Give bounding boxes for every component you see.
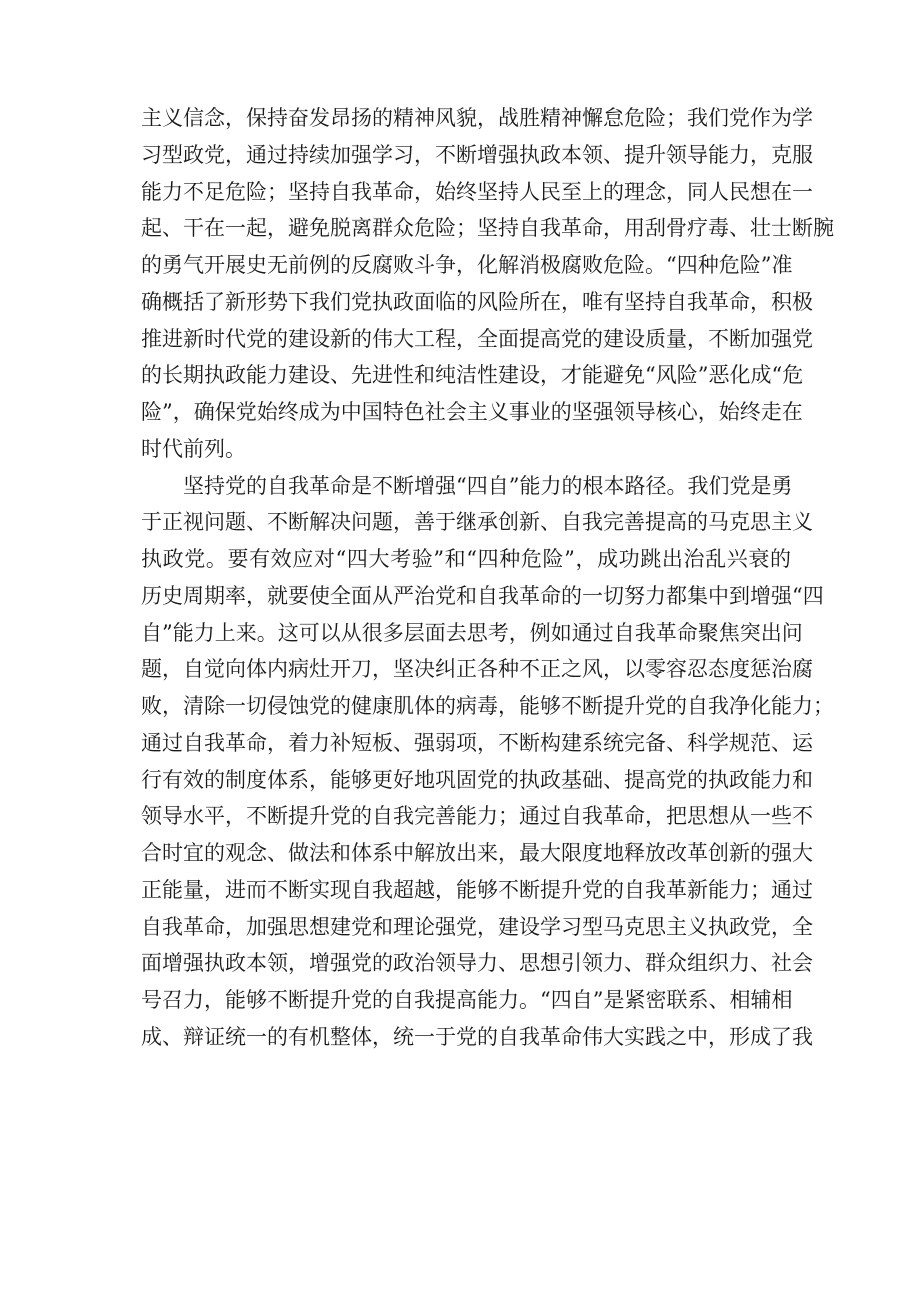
paragraph-2-line-15: 号召力，能够不断提升党的自我提高能力。“四自”是紧密联系、相辅相: [141, 988, 793, 1012]
paragraph-2-line-11: 合时宜的观念、做法和体系中解放出来，最大限度地释放改革创新的强大: [141, 841, 813, 865]
paragraph-2-line-7: 败，清除一切侵蚀党的健康肌体的病毒，能够不断提升党的自我净化能力；: [141, 694, 834, 718]
paragraph-2-line-9: 行有效的制度体系，能够更好地巩固党的执政基础、提高党的执政能力和: [141, 767, 813, 792]
paragraph-2-line-6: 题，自觉向体内病灶开刀，坚决纠正各种不正之风，以零容忍态度惩治腐: [141, 657, 813, 682]
paragraph-2-line-4: 历史周期率，就要使全面从严治党和自我革命的一切努力都集中到增强“四: [141, 583, 824, 608]
paragraph-2-line-14: 面增强执政本领，增强党的政治领导力、思想引领力、群众组织力、社会: [141, 951, 813, 976]
paragraph-2-line-1: 坚持党的自我革命是不断增强“四自”能力的根本路径。我们党是勇: [183, 473, 793, 498]
paragraph-1-line-7: 推进新时代党的建设新的伟大工程，全面提高党的建设质量，不断加强党: [141, 326, 813, 351]
paragraph-1-line-2: 习型政党，通过持续加强学习，不断增强执政本领、提升领导能力，克服: [141, 142, 813, 167]
paragraph-1-line-5: 的勇气开展史无前例的反腐败斗争，化解消极腐败危险。“四种危险”准: [141, 253, 793, 277]
document-body: [141, 100, 834, 1056]
paragraph-2-line-3: 执政党。要有效应对“四大考验”和“四种危险”，成功跳出治乱兴衰的: [141, 547, 791, 571]
paragraph-2-line-8: 通过自我革命，着力补短板、强弱项，不断构建系统完备、科学规范、运: [141, 730, 813, 755]
paragraph-2-line-16: 成、辩证统一的有机整体，统一于党的自我革命伟大实践之中，形成了我: [141, 1024, 813, 1049]
paragraph-1-line-3: 能力不足危险；坚持自我革命，始终坚持人民至上的理念，同人民想在一: [141, 179, 813, 204]
paragraph-2-line-10: 领导水平，不断提升党的自我完善能力；通过自我革命，把思想从一些不: [141, 804, 813, 829]
paragraph-1-line-1: 主义信念，保持奋发昂扬的精神风貌，战胜精神懈怠危险；我们党作为学: [141, 106, 813, 130]
paragraph-2-line-13: 自我革命，加强思想建党和理论强党，建设学习型马克思主义执政党，全: [141, 914, 813, 939]
paragraph-1-line-4: 起、干在一起，避免脱离群众危险；坚持自我革命，用刮骨疗毒、壮士断腕: [141, 216, 834, 241]
paragraph-2-line-12: 正能量，进而不断实现自我超越，能够不断提升党的自我革新能力；通过: [141, 877, 813, 902]
paragraph-2-line-5: 自”能力上来。这可以从很多层面去思考，例如通过自我革命聚焦突出问: [141, 620, 803, 645]
paragraph-1-line-6: 确概括了新形势下我们党执政面临的风险所在，唯有坚持自我革命，积极: [141, 289, 813, 314]
paragraph-1-line-9: 险”，确保党始终成为中国特色社会主义事业的坚强领导核心，始终走在: [141, 400, 803, 424]
paragraph-2-line-2: 于正视问题、不断解决问题，善于继承创新、自我完善提高的马克思主义: [141, 510, 813, 535]
paragraph-1-line-10: 时代前列。: [141, 436, 246, 461]
paragraph-1-line-8: 的长期执政能力建设、先进性和纯洁性建设，才能避免“风险”恶化成“危: [141, 363, 804, 388]
